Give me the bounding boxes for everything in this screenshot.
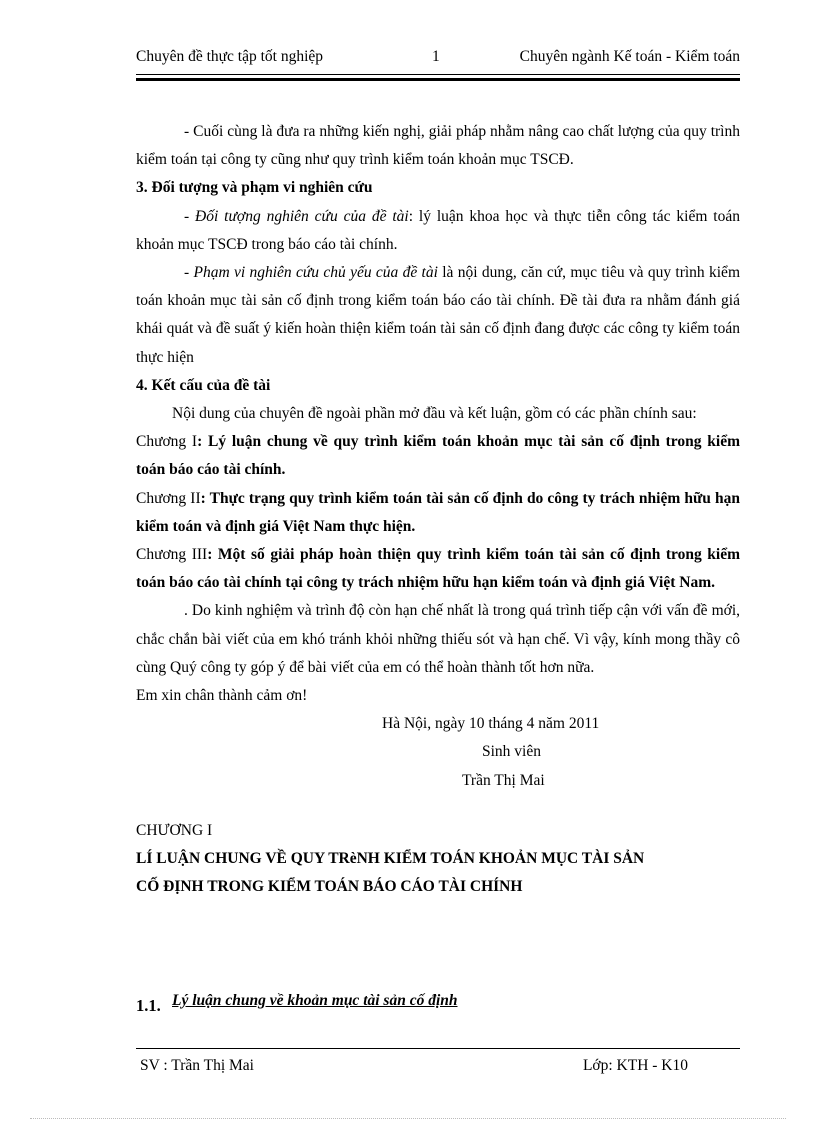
spacer: [136, 795, 740, 817]
paragraph-closing: . Do kinh nghiệm và trình độ còn hạn chế nhất là trong quá trình tiếp cận với vấn đề mới, chắc chắn bài viết của em khó tránh khỏi những thiếu sót và hạn chế. Vì vậy, kính mong thầy cô cùng Quý công ty góp ý để bài viết của em có thể hoàn thành tốt hơn nữa.: [136, 602, 740, 676]
chapter-2-summary: Chương II: Thực trạng quy trình kiểm toán tài sản cố định do công ty trách nhiệm hữu hạn kiểm toán và định giá Việt Nam thực hiện.: [136, 489, 741, 535]
chapter-3-summary: Chương III: Một số giải pháp hoàn thiện quy trình kiểm toán tài sản cố định trong kiểm toán báo cáo tài chính tại công ty trách nhiệm hữu hạn kiểm toán và định giá Việt Nam.: [136, 546, 740, 592]
footer-student: SV : Trần Thị Mai: [140, 1057, 254, 1074]
signature-date: Hà Nội, ngày 10 tháng 4 năm 2011: [382, 715, 600, 733]
chapter-title-line1: LÍ LUẬN CHUNG VỀ QUY TRèNH KIỂM TOÁN KHOẢN MỤC TÀI SẢN: [136, 850, 645, 868]
header-rule-thick: [136, 78, 740, 81]
page-bottom-edge: [30, 1118, 786, 1119]
signature-name: Trần Thị Mai: [462, 771, 545, 789]
chapter-label: CHƯƠNG I: [136, 821, 213, 839]
paragraph-structure: Nội dung của chuyên đề ngoài phần mở đầu và kết luận, gồm có các phần chính sau:: [172, 405, 697, 423]
footer-class: Lớp: KTH - K10: [582, 1057, 688, 1074]
chapter-1-summary: Chương I: Lý luận chung về quy trình kiểm toán khoản mục tài sản cố định trong kiểm toán báo cáo tài chính.: [136, 433, 740, 479]
chapter-title-line2: CỐ ĐỊNH TRONG KIỂM TOÁN BÁO CÁO TÀI CHÍNH: [136, 878, 523, 896]
heading-4: 4. Kết cấu của đề tài: [136, 376, 271, 394]
section-title: Lý luận chung về khoản mục tài sản cố định: [172, 992, 458, 1009]
page-header: [136, 48, 740, 68]
subject-label: Đối tượng nghiên cứu của đề tài: [195, 207, 409, 225]
footer-rule: [136, 1048, 740, 1049]
paragraph-conclusion: - Cuối cùng là đưa ra những kiến nghị, giải pháp nhằm nâng cao chất lượng của quy trình kiểm toán tại công ty cũng như quy trình kiểm toán khoản mục TSCĐ.: [136, 123, 740, 169]
header-right: Chuyên ngành Kế toán - Kiểm toán: [519, 48, 740, 65]
section-number: 1.1.: [136, 996, 161, 1015]
paragraph-subject: - Đối tượng nghiên cứu của đề tài: lý luận khoa học và thực tiễn công tác kiểm toán khoản mục TSCĐ trong báo cáo tài chính.: [136, 207, 740, 253]
thanks-line: Em xin chân thành cảm ơn!: [136, 687, 308, 705]
header-left: Chuyên đề thực tập tốt nghiệp: [136, 48, 324, 65]
scope-label: Phạm vi nghiên cứu chủ yếu của đề tài: [193, 264, 438, 282]
heading-3: 3. Đối tượng và phạm vi nghiên cứu: [136, 179, 373, 197]
page-number: 1: [432, 48, 440, 65]
paragraph-scope: - Phạm vi nghiên cứu chủ yếu của đề tài là nội dung, căn cứ, mục tiêu và quy trình kiểm toán khoản mục tài sản cố định trong kiểm toán báo cáo tài chính. Đề tài đưa ra nhằm đánh giá khái quát và đề suất ý kiến hoàn thiện kiểm toán tài sản cố định đang được các công ty kiểm toán thực hiện: [136, 264, 740, 366]
signature-role: Sinh viên: [482, 743, 541, 761]
document-body: [136, 118, 740, 901]
section-heading: [136, 990, 458, 1015]
header-rule-thin: [136, 74, 740, 75]
